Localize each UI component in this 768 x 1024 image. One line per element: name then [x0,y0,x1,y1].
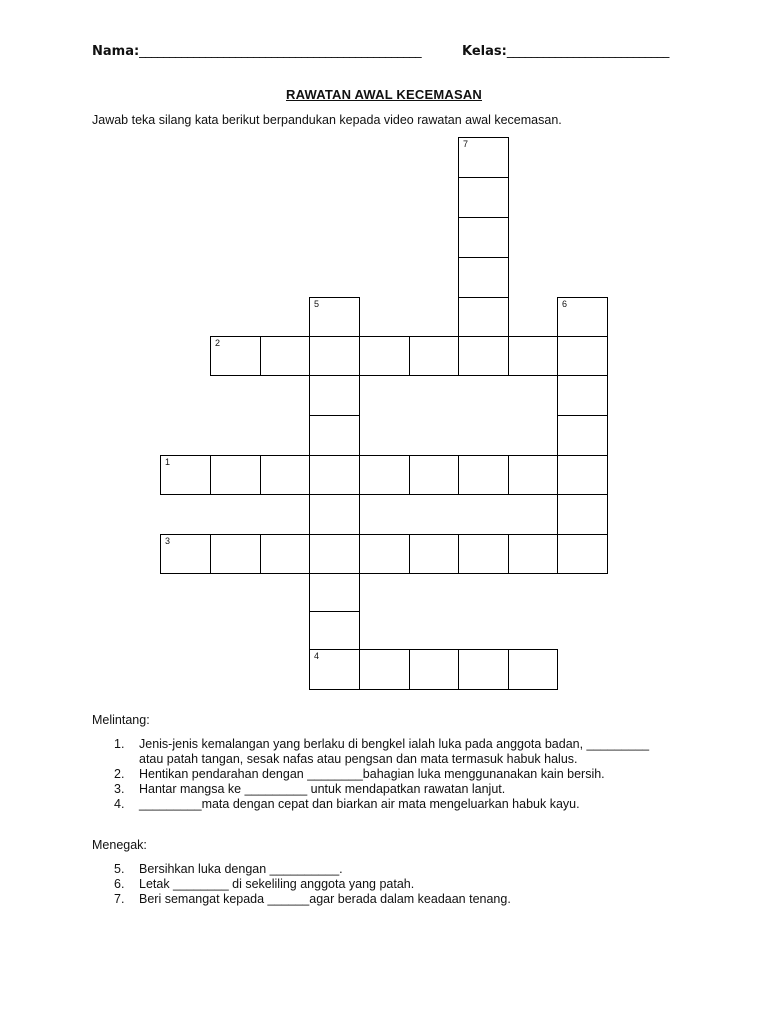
menegak-clue [114,892,694,907]
crossword-cell[interactable] [557,494,608,535]
crossword-cell[interactable] [309,534,360,574]
crossword-cell[interactable] [458,455,509,495]
crossword-cell[interactable] [260,336,310,376]
crossword-cell[interactable] [309,494,360,535]
crossword-cell[interactable] [458,297,509,337]
crossword-cell[interactable] [458,257,509,298]
crossword-cell[interactable] [309,611,360,650]
instruction-text: Jawab teka silang kata berikut berpandukan kepada video rawatan awal kecemasan. [92,113,562,127]
clue-text: Hentikan pendarahan dengan ________bahagian luka menggunanakan kain bersih. [139,767,605,781]
crossword-cell-7[interactable] [458,137,509,178]
crossword-cell[interactable] [359,336,410,376]
crossword-cell[interactable] [210,534,261,574]
menegak-heading: Menegak: [92,838,147,852]
crossword-cell-2[interactable] [210,336,261,376]
crossword-cell[interactable] [557,534,608,574]
crossword-cell[interactable] [359,649,410,690]
kelas-line[interactable]: ___________________________ [506,44,669,59]
crossword-cell[interactable] [409,649,459,690]
kelas-label: Kelas: [462,44,507,59]
crossword-cell[interactable] [557,415,608,456]
melintang-clue [114,797,694,812]
crossword-cell[interactable] [309,415,360,456]
crossword-cell-5[interactable] [309,297,360,337]
clue-number: 2. [114,767,125,781]
nama-label: Nama: [92,44,140,59]
clue-number: 3. [114,782,125,796]
clue-number: 4. [114,797,125,811]
melintang-clue [114,737,694,767]
crossword-cell-6[interactable] [557,297,608,337]
clue-text: Letak ________ di sekeliling anggota yang patah. [139,877,415,891]
clue-text: Beri semangat kepada ______agar berada dalam keadaan tenang. [139,892,511,906]
crossword-cell[interactable] [359,534,410,574]
crossword-cell[interactable] [557,336,608,376]
crossword-cell[interactable] [260,534,310,574]
melintang-clue [114,782,694,797]
crossword-cell[interactable] [508,649,558,690]
clue-number: 2 [215,338,221,348]
clue-text: _________mata dengan cepat dan biarkan air mata mengeluarkan habuk kayu. [139,797,580,811]
menegak-clue [114,877,694,892]
clue-text: Hantar mangsa ke _________ untuk mendapatkan rawatan lanjut. [139,782,506,796]
crossword-cell[interactable] [409,534,459,574]
crossword-cell[interactable] [458,177,509,218]
crossword-cell-1[interactable] [160,455,211,495]
crossword-cell[interactable] [458,649,509,690]
crossword-cell[interactable] [458,217,509,258]
clue-number: 4 [314,651,320,661]
clue-text: Bersihkan luka dengan __________. [139,862,343,876]
crossword-cell[interactable] [508,534,558,574]
crossword-cell[interactable] [260,455,310,495]
clue-number: 3 [165,536,171,546]
crossword-cell[interactable] [210,455,261,495]
crossword-cell[interactable] [309,336,360,376]
crossword-cell[interactable] [409,336,459,376]
melintang-clue [114,767,694,782]
crossword-cell[interactable] [557,375,608,416]
crossword-cell[interactable] [557,455,608,495]
clue-number: 5. [114,862,125,876]
clue-number: 7 [463,139,469,149]
clue-number: 6 [562,299,568,309]
crossword-cell[interactable] [309,455,360,495]
melintang-heading: Melintang: [92,713,150,727]
crossword-cell-3[interactable] [160,534,211,574]
crossword-cell[interactable] [359,455,410,495]
nama-line[interactable]: _______________________________________________ [139,44,422,59]
menegak-clue [114,862,694,877]
crossword-cell[interactable] [508,455,558,495]
crossword-cell[interactable] [309,573,360,612]
clue-text: Jenis-jenis kemalangan yang berlaku di bengkel ialah luka pada anggota badan, _________ [139,737,650,751]
page-title: RAWATAN AWAL KECEMASAN [285,87,483,102]
crossword-cell[interactable] [409,455,459,495]
clue-number: 1 [165,457,171,467]
clue-number: 1. [114,737,125,751]
clue-number: 5 [314,299,320,309]
crossword-cell-4[interactable] [309,649,360,690]
crossword-cell[interactable] [458,534,509,574]
crossword-cell[interactable] [458,336,509,376]
crossword-cell[interactable] [508,336,558,376]
clue-number: 6. [114,877,125,891]
clue-text-continued: atau patah tangan, sesak nafas atau pengsan dan mata termasuk habuk halus. [139,752,578,766]
crossword-cell[interactable] [309,375,360,416]
clue-number: 7. [114,892,125,906]
